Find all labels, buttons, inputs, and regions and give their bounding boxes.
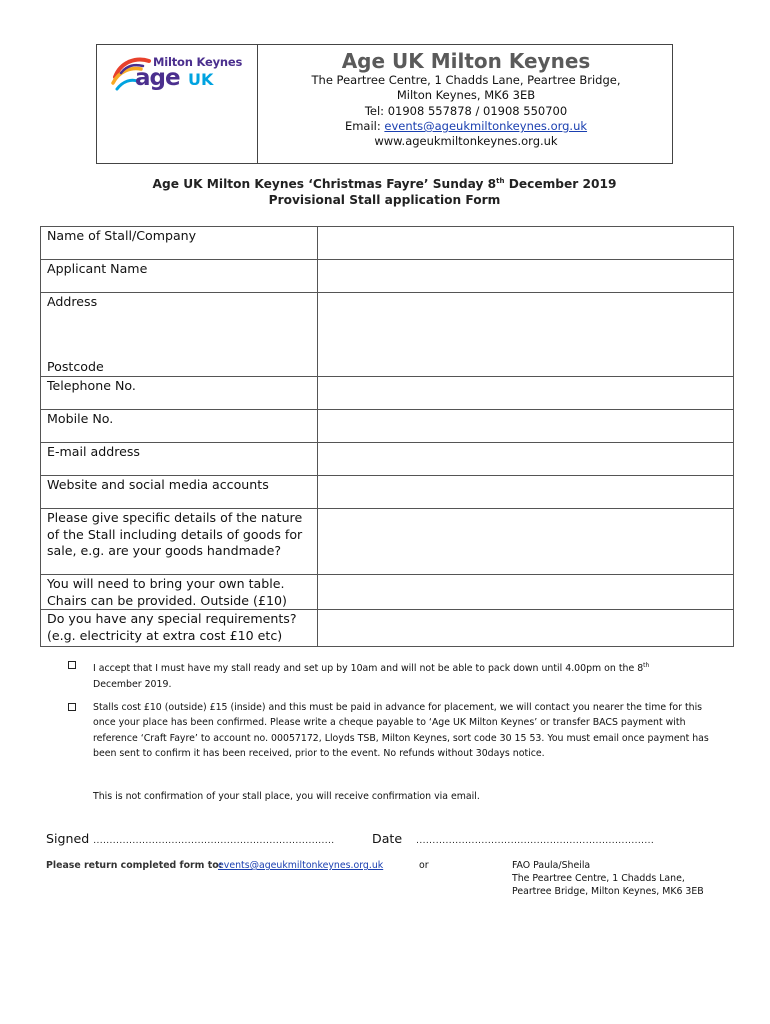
form-row-telephone (41, 377, 734, 410)
return-email-link[interactable]: events@ageukmiltonkeynes.org.uk (218, 860, 384, 871)
label-postcode: Postcode (47, 358, 104, 374)
checkbox-accept-setup[interactable] (68, 661, 76, 669)
label-mobile: Mobile No. (47, 411, 114, 426)
org-address-line2: Milton Keynes, MK6 3EB (396, 88, 536, 103)
label-website: Website and social media accounts (47, 477, 269, 492)
checkbox-accept-payment[interactable] (68, 703, 76, 711)
email-prefix: Email: (344, 118, 385, 133)
input-special-requirements[interactable] (318, 610, 733, 646)
input-stall-name[interactable] (318, 227, 733, 259)
postal-address-block (512, 860, 704, 898)
org-website[interactable]: www.ageukmiltonkeynes.org.uk (374, 134, 558, 149)
label-stall-details: Please give specific details of the nature of the Stall including details of goods for sale, e.g. are your goods handmade? (47, 510, 303, 558)
event-title-block (96, 173, 673, 208)
form-subtitle: Provisional Stall application Form (268, 193, 501, 208)
logo-age: age (135, 65, 180, 91)
date-line: ......................................................................... (416, 836, 655, 846)
form-row-mobile (41, 410, 734, 443)
input-address[interactable] (318, 293, 733, 376)
label-email: E-mail address (47, 444, 140, 459)
org-address-line1: The Peartree Centre, 1 Chadds Lane, Peartree Bridge, (311, 73, 621, 87)
input-stall-details[interactable] (318, 509, 733, 574)
org-email-link[interactable]: events@ageukmiltonkeynes.org.uk (384, 118, 588, 133)
input-applicant-name[interactable] (318, 260, 733, 292)
input-email[interactable] (318, 443, 733, 475)
term-payment-text: Stalls cost £10 (outside) £15 (inside) and this must be paid in advance for placement, we will contact you nearer the time for this once your place has been confirmed. Please write a cheque payable to ‘Age UK Milton Keynes’ or transfer BACS payment with reference ‘Craft Fayre’ to account no. 00057172, Lloyds TSB, Milton Keynes, sort code 30 15 53. You must email once payment has been sent to confirm it has been received, prior to the event. No refunds without 30days notice. (93, 702, 709, 760)
org-contact-block (258, 45, 674, 149)
logo-uk: UK (188, 70, 214, 89)
confirmation-note: This is not confirmation of your stall place, you will receive confirmation via email. (93, 791, 480, 802)
org-telephone: Tel: 01908 557878 / 01908 550700 (364, 103, 568, 118)
label-chairs-note: Chairs can be provided. Outside (£10) (47, 592, 287, 608)
or-text: or (419, 860, 429, 871)
age-uk-logo (111, 53, 247, 97)
label-stall-name: Name of Stall/Company (47, 228, 197, 243)
postal-address-line1: The Peartree Centre, 1 Chadds Lane, (512, 872, 685, 884)
form-row-stall-name (41, 227, 734, 260)
label-telephone: Telephone No. (47, 378, 136, 393)
signed-field[interactable] (46, 831, 335, 846)
form-row-applicant (41, 260, 734, 293)
form-row-address (41, 293, 734, 377)
label-applicant-name: Applicant Name (47, 261, 148, 276)
date-field[interactable] (372, 831, 654, 846)
org-title: Age UK Milton Keynes (341, 49, 591, 73)
form-row-website (41, 476, 734, 509)
form-row-table-chairs (41, 575, 734, 610)
date-label: Date (372, 831, 403, 846)
signed-label: Signed (46, 831, 90, 846)
logo-milton-keynes: Milton Keynes (153, 55, 243, 69)
input-website[interactable] (318, 476, 733, 508)
term-setup-text: I accept that I must have my stall ready and set up by 10am and will not be able to pack down until 4.00pm on the 8th December 2019. (93, 662, 650, 690)
postal-address-line2: Peartree Bridge, Milton Keynes, MK6 3EB (512, 885, 704, 897)
label-special-example: (e.g. electricity at extra cost £10 etc) (47, 627, 283, 643)
input-mobile[interactable] (318, 410, 733, 442)
label-special-requirements: Do you have any special requirements? (47, 611, 297, 626)
label-address: Address (47, 294, 98, 309)
label-table-note: You will need to bring your own table. (47, 576, 285, 591)
event-title: Age UK Milton Keynes ‘Christmas Fayre’ Sunday 8th December 2019 (152, 177, 617, 192)
header-box (96, 44, 673, 164)
input-telephone[interactable] (318, 377, 733, 409)
org-email-line (258, 119, 674, 134)
fao-line: FAO Paula/Sheila (512, 860, 591, 871)
signed-line: .......................................................................... (93, 836, 335, 846)
form-row-details (41, 509, 734, 575)
application-form-table (40, 226, 734, 647)
input-table-chairs[interactable] (318, 575, 733, 607)
form-row-email (41, 443, 734, 476)
return-label: Please return completed form to: (46, 860, 223, 871)
form-row-special-requirements (41, 610, 734, 647)
